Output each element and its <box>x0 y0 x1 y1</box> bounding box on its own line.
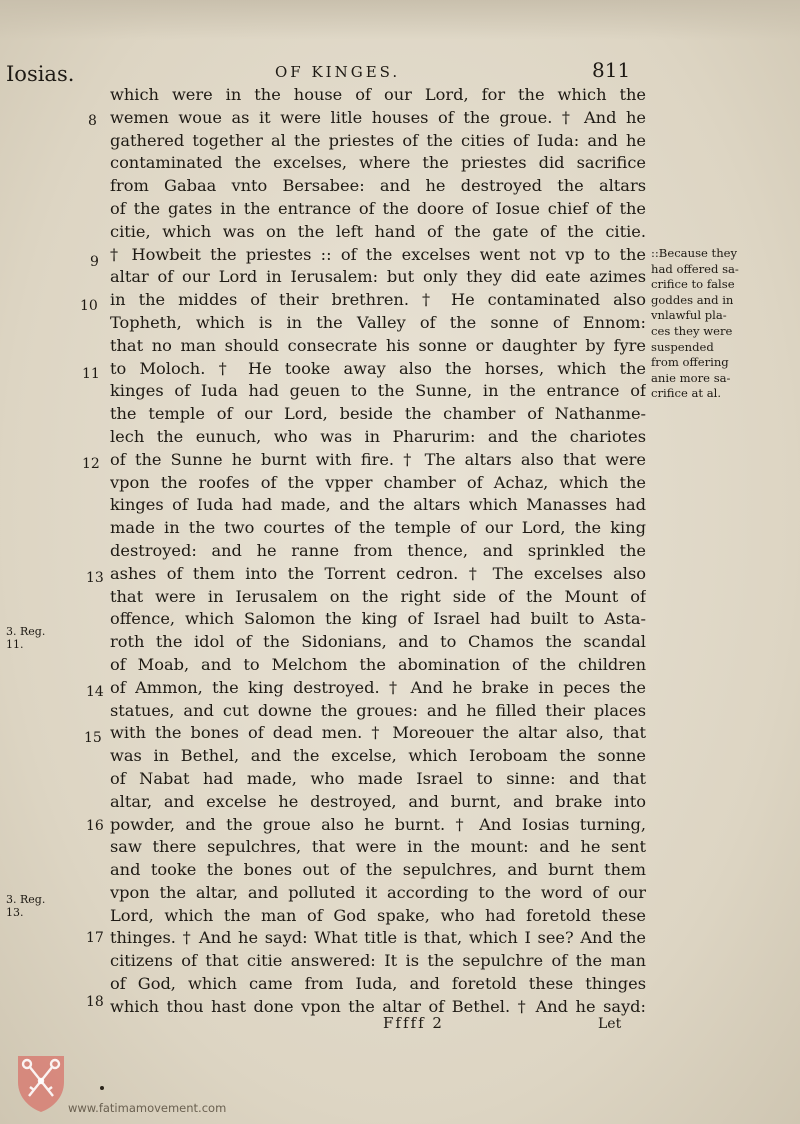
text-line: of God, which came from Iuda, and foretold these thinges <box>110 974 646 994</box>
text-line: which thou hast done vpon the altar of Bethel. † And he sayd: <box>110 996 646 1016</box>
verse-number: 12 <box>82 456 100 472</box>
annotation-line: from offering <box>651 355 729 370</box>
verse-number: 11 <box>82 366 100 382</box>
text-line: offence, which Salomon the king of Israel had built to Asta- <box>110 609 646 629</box>
margin-reference <box>6 893 45 919</box>
running-head-left: Iosias. <box>6 62 75 86</box>
text-line: kinges of Iuda had geuen to the Sunne, in the entrance of <box>110 381 646 401</box>
margin-reference-chapter: 13. <box>6 906 24 919</box>
text-line: the temple of our Lord, beside the chamber of Nathanme- <box>110 404 646 424</box>
verse-number: 9 <box>90 254 99 270</box>
margin-reference-chapter: 11. <box>6 638 24 651</box>
text-line: to Moloch. † He tooke away also the horses, which the <box>110 358 646 378</box>
annotation-line: vnlawful pla- <box>651 308 727 323</box>
verse-number: 10 <box>80 298 98 314</box>
text-line: altar of our Lord in Ierusalem: but only they did eate azimes <box>110 267 646 287</box>
ink-speck <box>100 1086 104 1090</box>
crossed-keys-shield-logo <box>14 1052 68 1114</box>
text-line: statues, and cut downe the groues: and he filled their places <box>110 700 646 720</box>
annotation-line: ces they were <box>651 323 733 338</box>
text-line: in the middes of their brethren. † He contaminated also <box>110 290 646 310</box>
text-line: † Howbeit the priestes :: of the excelses went not vp to the <box>110 244 646 264</box>
text-line: lech the eunuch, who was in Pharurim: and the chariotes <box>110 426 646 446</box>
verse-number: 18 <box>86 994 104 1010</box>
running-title: OF KINGES. <box>275 63 401 81</box>
text-line: made in the two courtes of the temple of our Lord, the king <box>110 518 646 538</box>
text-line: that no man should consecrate his sonne or daughter by fyre <box>110 335 646 355</box>
annotation-line: had offered sa- <box>651 261 739 276</box>
text-line: powder, and the groue also he burnt. † And Iosias turning, <box>110 814 646 834</box>
verse-number: 17 <box>86 930 104 946</box>
annotation-line: goddes and in <box>651 292 734 307</box>
text-line: gathered together al the priestes of the cities of Iuda: and he <box>110 130 646 150</box>
text-line: of the Sunne he burnt with fire. † The altars also that were <box>110 449 646 469</box>
annotation-line: anie more sa- <box>651 370 731 385</box>
scripture-text-column <box>110 84 646 1019</box>
marginal-annotation <box>651 246 765 402</box>
text-line: vpon the altar, and polluted it according to the word of our <box>110 882 646 902</box>
text-line: and tooke the bones out of the sepulchres, and burnt them <box>110 860 646 880</box>
verse-number: 8 <box>88 113 97 129</box>
text-line: vpon the roofes of the vpper chamber of Achaz, which the <box>110 472 646 492</box>
page-top-shadow <box>0 0 800 40</box>
text-line: of Ammon, the king destroyed. † And he brake in peces the <box>110 677 646 697</box>
text-line: of the gates in the entrance of the doore of Iosue chief of the <box>110 198 646 218</box>
text-line: citizens of that citie answered: It is the sepulchre of the man <box>110 951 646 971</box>
text-line: destroyed: and he ranne from thence, and sprinkled the <box>110 540 646 560</box>
text-line: Lord, which the man of God spake, who had foretold these <box>110 905 646 925</box>
text-line: which were in the house of our Lord, for the which the <box>110 85 646 104</box>
verse-number: 13 <box>86 570 104 586</box>
text-line: with the bones of dead men. † Moreouer the altar also, that <box>110 723 646 743</box>
verse-number: 14 <box>86 684 104 700</box>
text-line: saw there sepulchres, that were in the mount: and he sent <box>110 837 646 857</box>
catchword: Let <box>598 1016 622 1032</box>
page-number: 811 <box>592 58 631 82</box>
text-line: roth the idol of the Sidonians, and to Chamos the scandal <box>110 632 646 652</box>
text-line: contaminated the excelses, where the priestes did sacrifice <box>110 153 646 173</box>
text-line: was in Bethel, and the excelse, which Ieroboam the sonne <box>110 746 646 766</box>
text-line: thinges. † And he sayd: What title is that, which I see? And the <box>110 928 646 948</box>
margin-reference-book: 3. Reg. <box>6 625 46 638</box>
annotation-line: suspended <box>651 339 714 354</box>
text-line: from Gabaa vnto Bersabee: and he destroyed the altars <box>110 176 646 196</box>
text-line: wemen woue as it were litle houses of the groue. † And he <box>110 107 646 127</box>
signature-mark: Fffff 2 <box>383 1014 444 1032</box>
margin-reference-book: 3. Reg. <box>6 893 46 906</box>
website-watermark[interactable]: www.fatimamovement.com <box>68 1101 227 1115</box>
text-line: that were in Ierusalem on the right side of the Mount of <box>110 586 646 606</box>
text-line: of Nabat had made, who made Israel to sinne: and that <box>110 768 646 788</box>
text-line: Topheth, which is in the Valley of the sonne of Ennom: <box>110 312 646 332</box>
text-line: ashes of them into the Torrent cedron. † The excelses also <box>110 563 646 583</box>
verse-number: 15 <box>84 730 102 746</box>
text-line: kinges of Iuda had made, and the altars which Manasses had <box>110 495 646 515</box>
text-line: citie, which was on the left hand of the gate of the citie. <box>110 221 646 241</box>
annotation-line: crifice to false <box>651 277 735 292</box>
annotation-line: ::Because they <box>651 246 738 260</box>
text-line: altar, and excelse he destroyed, and burnt, and brake into <box>110 791 646 811</box>
text-line: of Moab, and to Melchom the abomination of the children <box>110 654 646 674</box>
verse-number: 16 <box>86 818 104 834</box>
annotation-line: crifice at al. <box>651 386 722 401</box>
margin-reference <box>6 625 45 651</box>
